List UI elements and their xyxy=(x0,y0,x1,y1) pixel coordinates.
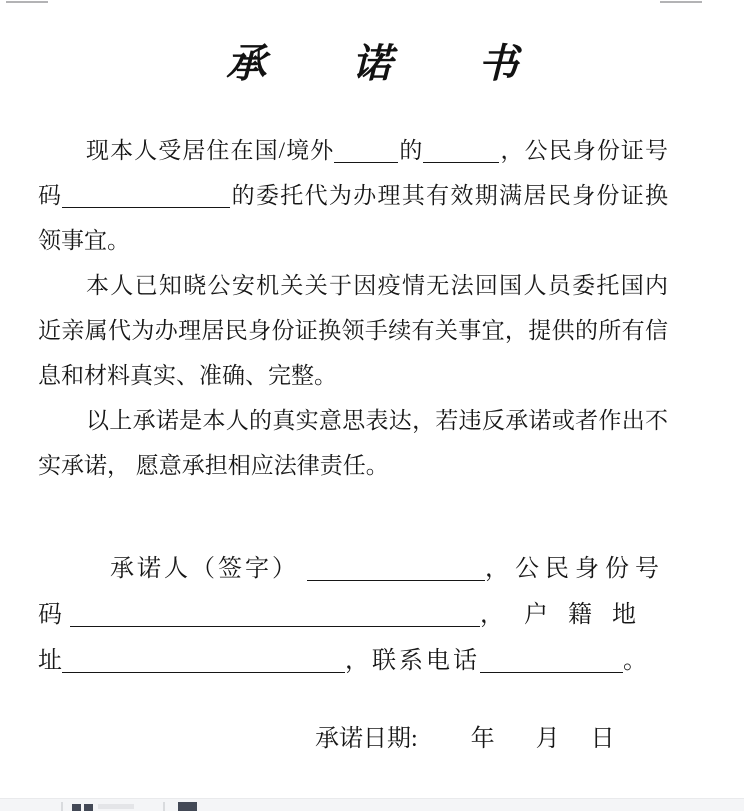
taskbar-separator xyxy=(61,802,63,811)
signature-line2 xyxy=(38,592,678,638)
p2-text-b: 近亲属代为办理居民身份证换领手续有关事宜，提供的所有信 xyxy=(38,318,668,343)
address-label: ，户籍地 xyxy=(480,602,656,628)
blank-id-number-field[interactable] xyxy=(62,187,230,208)
taskbar-icon-fragment[interactable] xyxy=(72,804,81,811)
signature-block xyxy=(38,546,678,684)
blank-name-field[interactable] xyxy=(423,142,499,163)
sig-id-label-cont: 码 xyxy=(38,602,62,628)
blank-signature-field[interactable] xyxy=(307,560,485,581)
p2-text-a: 本人已知晓公安机关关于因疫情无法回国人员委托国内 xyxy=(86,273,668,298)
taskbar-icon-ghost xyxy=(98,804,134,809)
taskbar-icon-fragment[interactable] xyxy=(178,802,197,811)
p3-text-a: 以上承诺是本人的真实意思表达，若违反承诺或者作出不 xyxy=(86,408,668,433)
sig-id-label: ，公民身份号 xyxy=(485,556,665,582)
p1-text-f: 领事宜。 xyxy=(38,228,130,253)
signature-line1 xyxy=(38,546,678,592)
page-corner-mark-right xyxy=(660,1,702,3)
date-day-label: 日 xyxy=(590,726,615,752)
p1-text-a: 现本人受居住在国/境外 xyxy=(86,138,335,163)
paragraph1-line3 xyxy=(38,218,668,263)
blank-phone-field[interactable] xyxy=(480,652,623,673)
taskbar-separator xyxy=(163,802,165,811)
paragraph1-line2 xyxy=(38,173,668,218)
date-line xyxy=(38,717,678,762)
p3-text-b: 实承诺， 愿意承担相应法律责任。 xyxy=(38,453,389,478)
paragraph1-line1 xyxy=(38,128,668,173)
paragraph2-line2 xyxy=(38,308,668,353)
paragraph2-line3 xyxy=(38,353,668,398)
document-body xyxy=(38,128,668,488)
address-label-cont: 址 xyxy=(38,648,62,674)
p1-text-d: 码 xyxy=(38,183,63,208)
date-month-label: 月 xyxy=(535,726,560,752)
page-title: 承 诺 书 xyxy=(226,41,556,86)
sentence-period: 。 xyxy=(623,648,647,674)
p1-text-c: ，公民身份证号 xyxy=(499,138,668,163)
signature-line3 xyxy=(38,638,678,684)
paragraph3-line2 xyxy=(38,443,668,488)
taskbar-sliver xyxy=(0,798,744,811)
blank-address-field[interactable] xyxy=(62,652,345,673)
date-label: 承诺日期: xyxy=(315,726,418,752)
paragraph2-line1 xyxy=(38,263,668,308)
page-corner-mark-left xyxy=(6,1,48,3)
p1-text-e: 的委托代为办理其有效期满居民身份证换 xyxy=(230,183,668,208)
paragraph3-line1 xyxy=(38,398,668,443)
phone-label: ，联系电话 xyxy=(345,648,480,674)
p2-text-c: 息和材料真实、准确、完整。 xyxy=(38,363,337,388)
date-year-label: 年 xyxy=(470,726,495,752)
blank-country-field[interactable] xyxy=(334,142,398,163)
p1-text-b: 的 xyxy=(398,138,424,163)
taskbar-icon-fragment[interactable] xyxy=(84,804,93,811)
signer-label: 承诺人（签字） xyxy=(110,556,299,582)
blank-signer-id-field[interactable] xyxy=(70,606,480,627)
